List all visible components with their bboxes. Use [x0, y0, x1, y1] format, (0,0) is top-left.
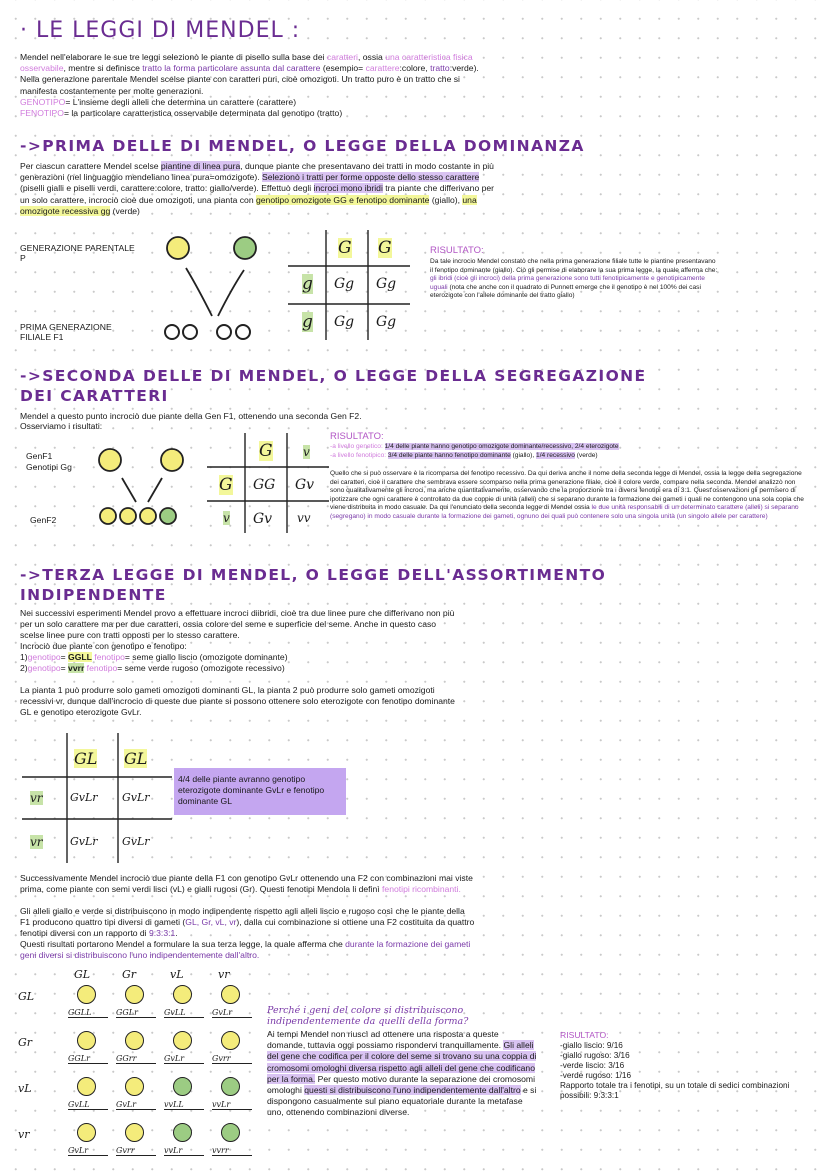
law1-title: ->PRIMA DELLE DI MENDEL, O LEGGE DELLA DOMINANZA [20, 137, 585, 155]
text: genotipo [27, 663, 61, 673]
punnett-header: vr [30, 791, 43, 805]
pea-icon [173, 1077, 192, 1096]
pea-icon [125, 985, 144, 1004]
text: Successivamente Mendel incrociò due piante della F1 con genotipo GvLr ottenendo una F2 con combinazioni mai viste prima, come piante con semi verdi lisci (vL) e gialli rugosi (Gr). Questi fenotipi Mendola li definì [20, 873, 473, 895]
genotipo-definition [20, 97, 296, 108]
cross-line [148, 478, 162, 502]
punnett-cell: Gvrr [212, 1054, 252, 1064]
punnett-cell: GvLr [164, 1054, 204, 1064]
punnett-header: vr [18, 1128, 30, 1141]
text: :verde). Nella generazione parentale Mendel scelse piante con caratteri puri, cioè omozigoti. Un tratto puro è un tratto che si manifesta costantemente per molte generazioni. [20, 63, 479, 96]
punnett-header: g [302, 312, 313, 332]
genf2-label: GenF2 [30, 515, 57, 525]
punnett-cell: GvLL [164, 1008, 204, 1018]
text: genotipo [27, 652, 61, 662]
gen-f1-label-b: FILIALE F1 [20, 332, 64, 342]
text: GGLL [68, 652, 92, 662]
gen-parentale-label: GENERAZIONE PARENTALE [20, 243, 135, 253]
law2-title-line2: DEI CARATTERI [20, 387, 169, 405]
punnett-header: G [378, 238, 392, 258]
punnett-header: Gr [18, 1036, 33, 1049]
text: Da tale incrocio Mendel constatò che nella prima generazione filiale tutte le piantine presentavano il fenotipo dominante (giallo). Ciò gli permise di elaborare la sua prima legge, la quale afferma che: [430, 258, 718, 274]
parent-pea-green [234, 237, 256, 259]
punnett-cell: GvLr [116, 1100, 156, 1110]
punnett-cell: Gg [334, 314, 355, 330]
text: tratto [430, 63, 450, 74]
text: GL, Gr, vL, vr [185, 917, 237, 928]
genf1-label: GenF1 [26, 451, 53, 461]
f2-pea-yellow [140, 508, 156, 524]
text: , ossia [357, 52, 386, 62]
text: = la particolare caratteristica osservabile determinata dal genotipo (tratto) [63, 108, 343, 118]
term: FENOTIPO [20, 108, 64, 118]
text: = L'insieme degli alleli che determina un carattere (carattere) [65, 97, 297, 107]
page-title: · LE LEGGI DI MENDEL : [20, 18, 301, 43]
law1-punnett-square [288, 228, 410, 340]
result-line: -giallo rugoso: 3/16 [560, 1051, 630, 1060]
text: , dunque piante che presentavano dei tratti in modo costante in più generazioni (nel linguaggio mendeliano linea pura=omozigote). [20, 161, 494, 183]
text: (nota che anche con il quadrato di Punnett emerge che il genotipo è nel 100% dei casi eterozigote con l'allele dominante del tratto giallo) [430, 283, 701, 300]
punnett-cell: GG [253, 477, 276, 493]
law2-result-body [330, 470, 808, 522]
pea-icon [125, 1123, 144, 1142]
pea-icon [221, 1031, 240, 1050]
law3-line-1 [20, 652, 288, 663]
f1-pea [165, 325, 179, 339]
punnett-cell: Gg [376, 314, 397, 330]
text: caratteri [326, 52, 358, 62]
punnett-header: g [302, 274, 313, 294]
punnett-header: Gr [122, 968, 137, 981]
punnett-header: v [223, 511, 230, 525]
genf1-genotype: Genotipi Gg [26, 462, 72, 472]
law3-line-2 [20, 663, 285, 674]
text: (verde) [110, 205, 140, 216]
punnett-header: G [338, 238, 352, 258]
law2-intro-2: Osserviamo i risultati: [20, 421, 103, 431]
text: Per questo motivo durante la separazione dei cromosomi omologhi [267, 1073, 535, 1096]
f2-pea-green [160, 508, 176, 524]
punnett-header: vr [218, 968, 230, 981]
text: tratto la forma particolare assunta dal carattere [142, 63, 321, 74]
text: , mentre si definisce [63, 63, 143, 74]
result-line: -verde rugoso: 1/16 [560, 1071, 632, 1080]
text: = seme giallo liscio (omozigote dominante) [124, 652, 288, 662]
pea-icon [221, 1077, 240, 1096]
punnett-cell: GvLr [70, 835, 98, 848]
law1-cross-diagram [150, 228, 280, 346]
punnett-cell: GGLL [68, 1008, 108, 1018]
text: durante la formazione dei gameti geni diversi si distribuiscono l'uno indipendentemente dall'altro. [20, 939, 471, 961]
punnett-cell: Gv [253, 511, 273, 527]
punnett-header: vL [170, 968, 184, 981]
punnett-cell: GvLL [68, 1100, 108, 1110]
text: = [60, 663, 69, 673]
f1-pea-yellow [161, 449, 183, 471]
pea-icon [77, 985, 96, 1004]
law3-paragraph-4 [20, 873, 475, 895]
law3-paragraph-5 [20, 906, 475, 940]
punnett-cell: vvrr [212, 1146, 252, 1156]
punnett-cell: GGLr [116, 1008, 156, 1018]
text: Gli alleli giallo e verde si distribuiscono in modo indipendente rispetto agli alleli liscio e rugoso così che le piante della F1 producono quattro tipi diversi di gameti ( [20, 906, 465, 928]
punnett-header: GL [18, 990, 35, 1003]
punnett-cell: GvLr [122, 791, 150, 804]
punnett-cell: GvLr [68, 1146, 108, 1156]
law3-result-box: 4/4 delle piante avranno genotipo eterozigote dominante GvLr e fenotipo dominante GL [174, 768, 346, 815]
text: -a livello genetico: [330, 443, 385, 450]
text: 2) [20, 663, 28, 673]
text: (giallo), [510, 452, 537, 459]
text: 9:3:3:1 [148, 928, 176, 939]
punnett-cell: Gg [376, 276, 397, 292]
law3-punnett-square [22, 733, 172, 863]
text: tra piante che differivano per un solo carattere, incrociò cioè due omozigoti, una pianta con [20, 183, 495, 205]
punnett-header: v [303, 445, 310, 459]
answer-paragraph [267, 1029, 539, 1119]
punnett-cell: GvLr [70, 791, 98, 804]
text: 2/4 eterozigote [574, 443, 619, 450]
result-line: Rapporto totale tra i fenotipi, su un totale di sedici combinazioni possibili: 9:3:3:1 [560, 1081, 790, 1101]
text: 1) [20, 652, 28, 662]
f1-pea [217, 325, 231, 339]
law1-paragraph [20, 161, 498, 217]
punnett-cell: vvLL [164, 1100, 204, 1110]
text: incroci mono ibridi [313, 183, 383, 194]
f1-pea-yellow [99, 449, 121, 471]
law3-paragraph-2: Incrociò due piante con genotipo e fenotipo: [20, 641, 187, 651]
law3-paragraph-6 [20, 939, 475, 961]
pea-icon [125, 1077, 144, 1096]
text: una omozigote recessiva gg [20, 194, 477, 216]
question-line-2: indipendentemente da quelli della forma? [267, 1016, 469, 1027]
law2-cross-diagram [90, 440, 200, 530]
pea-icon [221, 985, 240, 1004]
punnett-cell: Gg [334, 276, 355, 292]
text: fenotipi ricombinanti. [382, 884, 461, 895]
law1-result-title: RISULTATO: [430, 245, 484, 256]
f1-pea [183, 325, 197, 339]
law3-paragraph-1: Nei successivi esperimenti Mendel provo a effettuare incroci diibridi, cioè tra due linee pure che differivano non più per un solo carattere ma per due caratteri, ossia colore del seme e superficie del seme. Anche in questo caso scelse linee pure con tratti opposti per lo stesso carattere. [20, 608, 455, 641]
punnett-header: GL [124, 749, 148, 768]
gen-p-label: P [20, 253, 26, 263]
text: (esempio= [320, 63, 366, 74]
text: Ai tempi Mendel non riuscì ad ottenere una risposta a queste domande, tuttavia oggi possiamo rispondervi tranquillamente. [267, 1029, 504, 1051]
text: fenotipo [84, 663, 118, 673]
pea-icon [77, 1123, 96, 1142]
punnett-cell: GvLr [212, 1008, 252, 1018]
text: 3/4 delle piante hanno fenotipo dominante [387, 452, 511, 459]
result-line: -giallo liscio: 9/16 [560, 1041, 623, 1050]
punnett-cell: Gv [295, 477, 315, 493]
dihybrid-punnett-square [18, 968, 270, 1171]
law3-result-title: RISULTATO: [560, 1030, 609, 1040]
text: (piselli gialli e piselli verdi, carattere:colore, tratto: giallo/verde). Effettuò degli [20, 183, 314, 194]
law3-title-line2: INDIPENDENTE [20, 586, 167, 604]
question-line-1: Perché i geni del colore si distribuiscono [267, 1005, 464, 1016]
law3-paragraph-3: La pianta 1 può produrre solo gameti omozigoti dominanti GL, la pianta 2 può produrre solo gameti omozigoti recessivi vr, dunque dall'incrocio di queste due piante si possono ottenere solo eterozigote con fenotipo dominante GL e genotipo eterozigote GvLr. [20, 685, 455, 718]
text: e si dispongono casualmente sul piano equatoriale durante la metafase uno, ottenendo combinazioni diverse. [267, 1085, 537, 1118]
text: Per ciascun carattere Mendel scelse [20, 161, 161, 171]
term: GENOTIPO [20, 97, 66, 107]
text: (giallo), [429, 194, 463, 205]
punnett-cell: vvLr [212, 1100, 252, 1110]
text: :colore, [399, 63, 431, 74]
punnett-cell: vv [297, 511, 311, 525]
text: -a livello fenotipico: [330, 452, 388, 459]
fenotipo-definition [20, 108, 342, 119]
law2-title: ->SECONDA DELLE DI MENDEL, O LEGGE DELLA SEGREGAZIONE [20, 367, 647, 385]
cross-line [218, 270, 244, 316]
pea-icon [77, 1031, 96, 1050]
intro-paragraph [20, 52, 490, 97]
text: vvrr [68, 663, 85, 673]
text: = [60, 652, 69, 662]
gen-f1-label-a: PRIMA GENERAZIONE [20, 322, 112, 332]
punnett-cell: GvLr [122, 835, 150, 848]
f2-pea-yellow [120, 508, 136, 524]
cross-line [122, 478, 136, 502]
text: fenotipo [91, 652, 125, 662]
text: Gli alleli del gene che codifica per il colore del seme si trovano su una coppia di cromosomi omologhi diversa rispetto agli alleli del gene che codificano per la forma. [267, 1040, 537, 1084]
pea-icon [125, 1031, 144, 1050]
f2-pea-yellow [100, 508, 116, 524]
f1-pea [236, 325, 250, 339]
text: (verde) [574, 452, 598, 459]
text: 1/4 recessivo [536, 452, 575, 459]
text: le due unità responsabili di un determinato carattere (alleli) si separano (segregano) in modo casuale durante la formazione dei gameti, ognuno dei quali può contenere solo una singola unità (un singolo allele per carattere) [330, 504, 799, 520]
law2-punnett-square [207, 433, 329, 533]
text: questi si distribuiscono l'uno indipendentemente dall'altro [304, 1085, 521, 1096]
pea-icon [221, 1123, 240, 1142]
pea-icon [77, 1077, 96, 1096]
text: piantine di linea pura [160, 161, 241, 171]
result-line: -verde liscio: 3/16 [560, 1061, 625, 1070]
text: una caratteristica fisica osservabile [20, 52, 473, 74]
text: Mendel nell'elaborare le sue tre leggi selezionò le piante di pisello sulla base dei [20, 52, 327, 62]
punnett-header: G [219, 475, 233, 495]
parent-pea-yellow [167, 237, 189, 259]
text: Selezionò i tratti per forme opposte dello stesso carattere [261, 172, 480, 183]
pea-icon [173, 1123, 192, 1142]
pea-icon [173, 1031, 192, 1050]
text: Questi risultati portarono Mendel a formulare la sua terza legge, la quale afferma che [20, 939, 346, 949]
text: = seme verde rugoso (omozigote recessivo) [117, 663, 285, 673]
cross-line [186, 268, 212, 316]
text: ), dalla cui combinazione si ottiene una F2 costituita da quattro fenotipi diversi con un rapporto di [20, 917, 475, 939]
punnett-header: GL [74, 968, 91, 981]
punnett-header: GL [74, 749, 98, 768]
law3-title: ->TERZA LEGGE DI MENDEL, O LEGGE DELL'ASSORTIMENTO [20, 566, 607, 584]
law1-result-text [430, 258, 720, 301]
law2-result-line1 [330, 443, 800, 452]
text: gli ibridi (cioè gli incroci) della prima generazione sono tutti fenotipicamente e genotipicamente uguali [430, 275, 705, 291]
law2-intro: Mendel a questo punto incrociò due piante della Gen F1, ottenendo una seconda Gen F2. [20, 411, 362, 421]
text: carattere [365, 63, 400, 74]
punnett-cell: GGLr [68, 1054, 108, 1064]
law2-result-title: RISULTATO: [330, 431, 384, 442]
text: 1/4 delle piante hanno genotipo omozigote dominante/recessivo, [384, 443, 575, 450]
punnett-cell: GGrr [116, 1054, 156, 1064]
punnett-header: vL [18, 1082, 32, 1095]
punnett-cell: vvLr [164, 1146, 204, 1156]
text: Quello che si può osservare è la ricomparsa del fenotipo recessivo. Da qui deriva anche il nome della seconda legge di Mendel, ossia la legge della segregazione dei caratteri, cioè il carattere che sembrava essere scomparso nella prima generazione filiale, cioè il colore verde, compare nella seconda. Mendel analizzò non sono qualitativamente gli incroci, ma anche quantitativamente, osservando che la proporzione tra i diversi fenotipi era di 3:1. Quest'osservazioni gli permisero di ipotizzare che ogni carattere è controllato da due coppie di unità (alleli) che si separano durante la formazione dei gameti i quali ne contengono una sola copia che viene distribuita in modo casuale. Da qui l'enunciato della seconda legge di Mendel ossia [330, 470, 804, 512]
punnett-header: G [259, 441, 273, 461]
text: genotipo omozigote GG e fenotipo dominante [256, 194, 430, 205]
text: . [175, 928, 178, 939]
law2-result-line2 [330, 452, 800, 461]
pea-icon [173, 985, 192, 1004]
punnett-header: vr [30, 835, 43, 849]
punnett-cell: Gvrr [116, 1146, 156, 1156]
